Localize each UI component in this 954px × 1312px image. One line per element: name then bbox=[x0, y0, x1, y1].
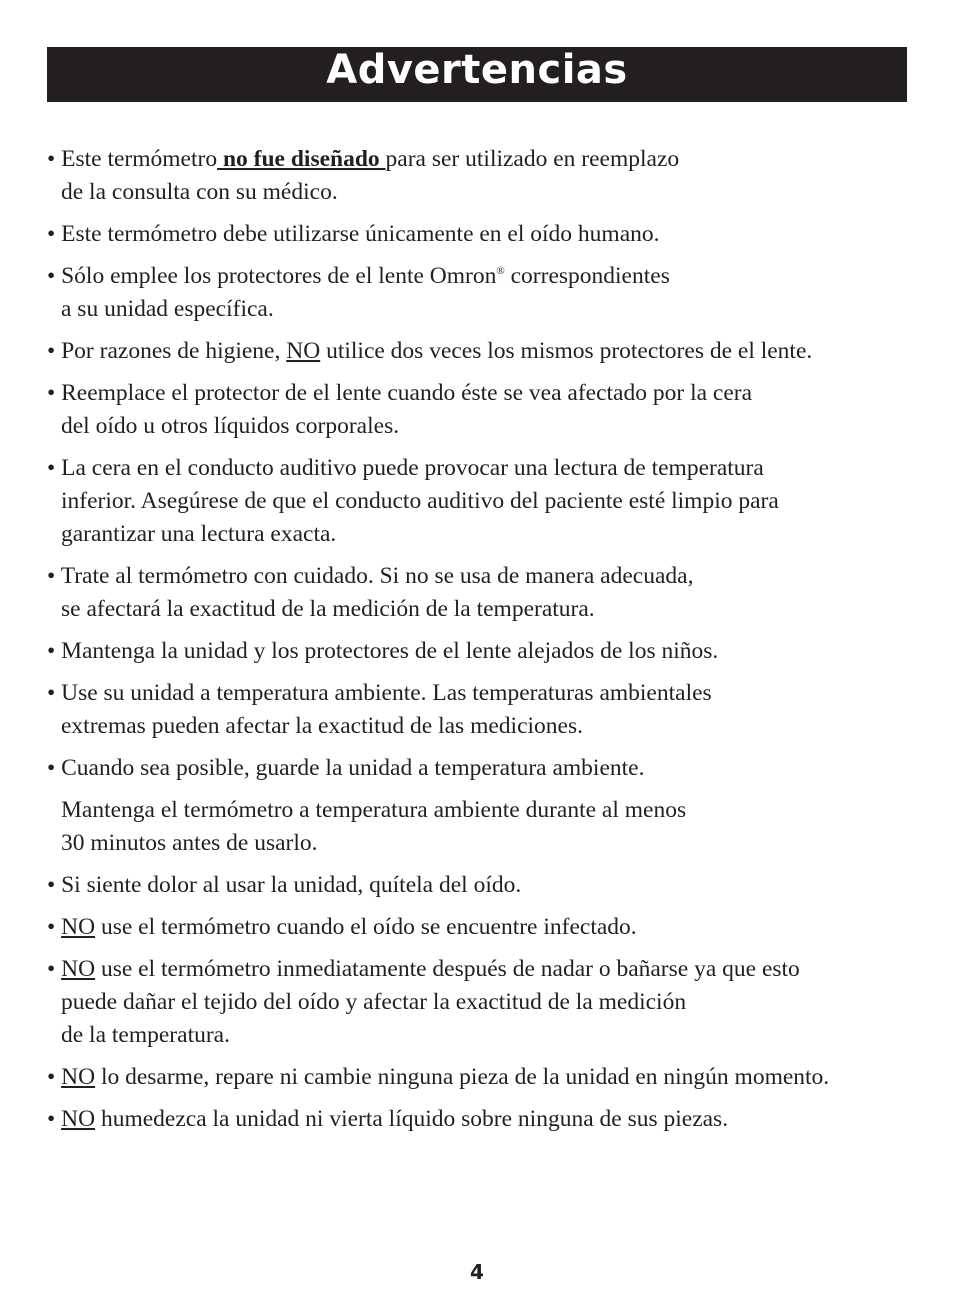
no-emphasis: NO bbox=[61, 956, 96, 982]
no-emphasis: NO bbox=[286, 338, 321, 364]
warning-item: • NO use el termómetro cuando el oído se encuentre infectado. bbox=[47, 914, 637, 940]
registered-mark: ® bbox=[496, 265, 505, 277]
emphasis-text: no fue diseñado bbox=[217, 146, 386, 172]
warning-item: • Si siente dolor al usar la unidad, quítela del oído. bbox=[47, 872, 522, 898]
no-emphasis: NO bbox=[61, 1064, 96, 1090]
no-emphasis: NO bbox=[61, 1106, 96, 1132]
warning-item: • NO use el termómetro inmediatamente después de nadar o bañarse ya que esto puede dañar el tejido del oído y afectar la exactitud de la medición de la temperatura. bbox=[47, 956, 800, 1048]
warning-item: • Este termómetro debe utilizarse únicamente en el oído humano. bbox=[47, 221, 660, 247]
warning-item: • La cera en el conducto auditivo puede provocar una lectura de temperatura inferior. Asegúrese de que el conducto auditivo del paciente esté limpio para garantizar una lectura exacta. bbox=[47, 455, 779, 547]
warning-item: • Sólo emplee los protectores de el lente Omron® correspondientes a su unidad específica. bbox=[47, 263, 670, 322]
warning-item: • Este termómetro no fue diseñado para ser utilizado en reemplazo de la consulta con su médico. bbox=[47, 146, 680, 205]
warning-item: • Cuando sea posible, guarde la unidad a temperatura ambiente. bbox=[47, 755, 645, 781]
warning-item: • NO lo desarme, repare ni cambie ninguna pieza de la unidad en ningún momento. bbox=[47, 1064, 830, 1090]
page-number: 4 bbox=[470, 1260, 484, 1284]
no-emphasis: NO bbox=[61, 914, 96, 940]
warning-item: • NO humedezca la unidad ni vierta líquido sobre ninguna de sus piezas. bbox=[47, 1106, 729, 1132]
warning-item: • Trate al termómetro con cuidado. Si no se usa de manera adecuada, se afectará la exactitud de la medición de la temperatura. bbox=[47, 563, 694, 622]
title-banner bbox=[47, 47, 907, 102]
warning-item: • Mantenga la unidad y los protectores de el lente alejados de los niños. bbox=[47, 638, 719, 664]
warning-item: • Por razones de higiene, NO utilice dos veces los mismos protectores de el lente. bbox=[47, 338, 813, 364]
warning-item-continued: Mantenga el termómetro a temperatura ambiente durante al menos 30 minutos antes de usarlo. bbox=[61, 797, 687, 856]
page-title: Advertencias bbox=[326, 47, 628, 93]
warning-item: • Use su unidad a temperatura ambiente. Las temperaturas ambientales extremas pueden afectar la exactitud de las mediciones. bbox=[47, 680, 712, 739]
warnings-list bbox=[47, 143, 917, 1145]
warning-item: • Reemplace el protector de el lente cuando éste se vea afectado por la cera del oído u otros líquidos corporales. bbox=[47, 380, 753, 439]
